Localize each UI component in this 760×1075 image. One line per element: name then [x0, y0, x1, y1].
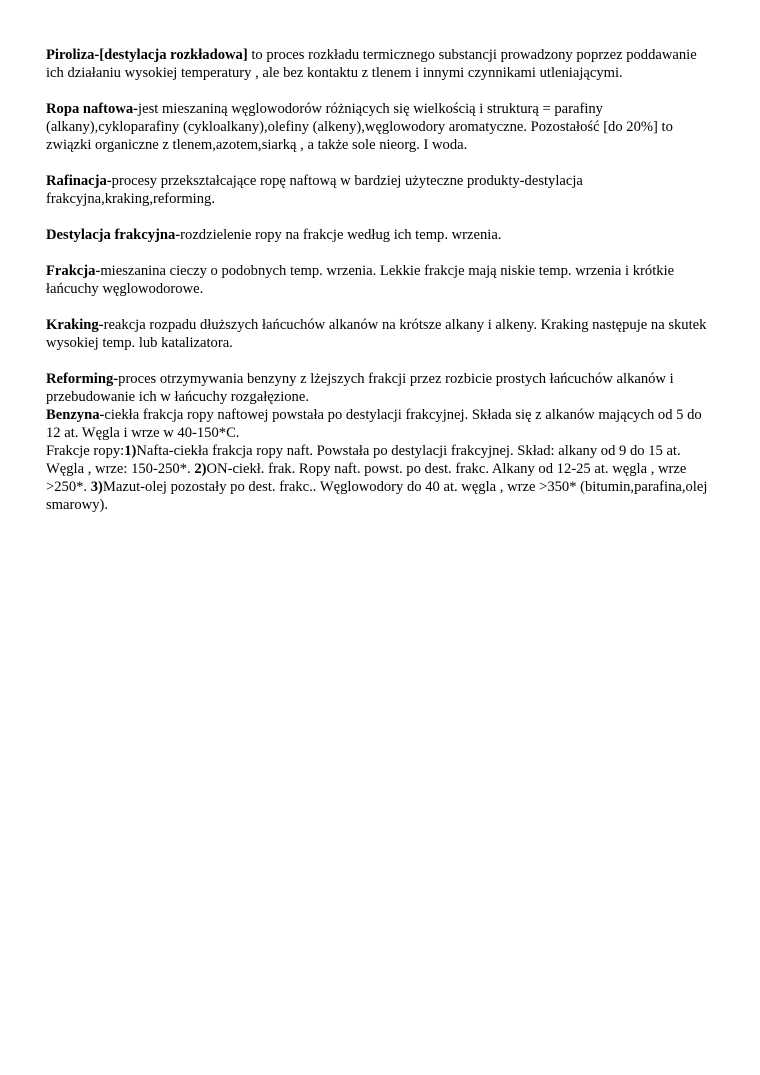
term-rafinacja: Rafinacja-: [46, 173, 112, 189]
paragraph-ropa-naftowa: [46, 100, 716, 154]
frakcje-ropy-intro: Frakcje ropy:: [46, 443, 125, 459]
paragraph-benzyna: [46, 406, 716, 442]
term-destylacja-frakcyjna: Destylacja frakcyjna-: [46, 227, 181, 243]
document-body: [46, 46, 716, 514]
definition-ropa-naftowa: jest mieszaniną węglowodorów różniących się wielkością i strukturą = parafiny (alkany),cykloparafiny (cykloalkany),olefiny (alkeny),węglowodory aromatyczne. Pozostałość [do 20%] to związki organiczne z tlenem,azotem,siarką , a także sole nieorg. I woda.: [46, 101, 673, 153]
term-kraking: Kraking-: [46, 317, 104, 333]
paragraph-reforming: [46, 370, 716, 406]
term-reforming: Reforming-: [46, 371, 119, 387]
list-number-1: 1): [124, 443, 137, 459]
definition-kraking: reakcja rozpadu dłuższych łańcuchów alkanów na krótsze alkany i alkeny. Kraking następuje na skutek wysokiej temp. lub katalizatora.: [46, 317, 707, 351]
definition-reforming: proces otrzymywania benzyny z lżejszych frakcji przez rozbicie prostych łańcuchów alkanów i przebudowanie ich w łańcuchy rozgałęzione.: [46, 371, 674, 405]
definition-benzyna: ciekła frakcja ropy naftowej powstała po destylacji frakcyjnej. Składa się z alkanów mających od 5 do 12 at. Węgla i wrze w 40-150*C.: [46, 407, 702, 441]
definition-destylacja-frakcyjna: rozdzielenie ropy na frakcje według ich temp. wrzenia.: [180, 227, 502, 243]
paragraph-frakcja: [46, 262, 716, 298]
list-number-3: 3): [90, 479, 103, 495]
paragraph-rafinacja: [46, 172, 716, 208]
frakcja-on: ON-ciekł. frak. Ropy naft. powst. po dest. frakc. Alkany od 12-25 at. węgla , wrze >250*.: [46, 461, 687, 495]
frakcja-mazut: Mazut-olej pozostały po dest. frakc.. Węglowodory do 40 at. węgla , wrze >350* (bitumin,parafina,olej smarowy).: [46, 479, 708, 513]
definition-rafinacja: procesy przekształcające ropę naftową w bardziej użyteczne produkty-destylacja frakcyjna,kraking,reforming.: [46, 173, 583, 207]
term-piroliza: Piroliza-[destylacja rozkładowa]: [46, 47, 248, 63]
paragraph-destylacja-frakcyjna: [46, 226, 716, 244]
paragraph-frakcje-ropy: [46, 442, 716, 514]
frakcja-nafta: Nafta-ciekła frakcja ropy naft. Powstała po destylacji frakcyjnej. Skład: alkany od 9 do 15 at. Węgla , wrze: 150-250*.: [46, 443, 681, 477]
definition-frakcja: mieszanina cieczy o podobnych temp. wrzenia. Lekkie frakcje mają niskie temp. wrzenia i krótkie łańcuchy węglowodorowe.: [46, 263, 675, 297]
term-benzyna: Benzyna-: [46, 407, 105, 423]
term-ropa-naftowa: Ropa naftowa-: [46, 101, 139, 117]
definition-piroliza: to proces rozkładu termicznego substancji prowadzony poprzez poddawanie ich działaniu wysokiej temperatury , ale bez kontaktu z tlenem i innymi czynnikami utleniającymi.: [46, 47, 697, 81]
paragraph-kraking: [46, 316, 716, 352]
paragraph-piroliza: [46, 46, 716, 82]
list-number-2: 2): [194, 461, 207, 477]
term-frakcja: Frakcja-: [46, 263, 101, 279]
